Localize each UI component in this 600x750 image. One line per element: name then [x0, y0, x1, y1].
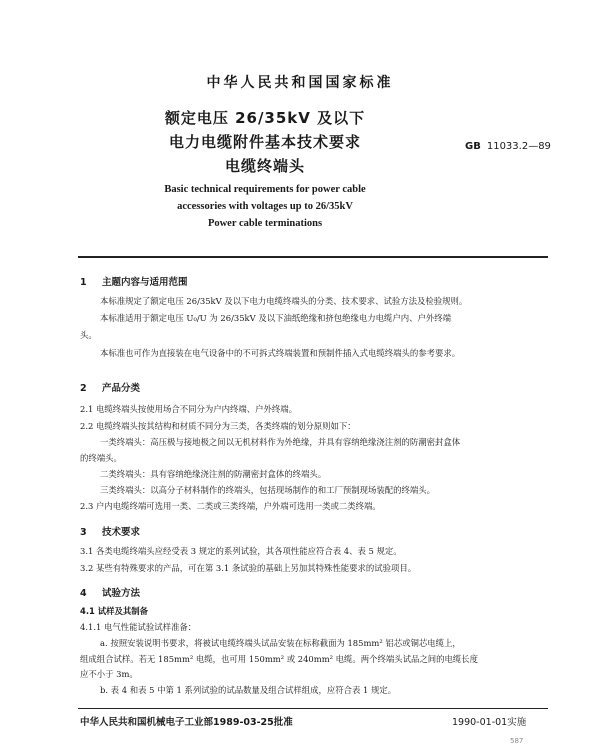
title-en-line-3: Power cable terminations	[207, 218, 323, 229]
title-en-line-2: accessories with voltages up to 26/35kV	[177, 201, 353, 212]
clause-2-2-type-2: 二类终端头：具有容纳绝缘浇注剂的防潮密封盒体的终端头。	[100, 469, 327, 479]
title-cn-line-1: 额定电压 26/35kV 及以下	[164, 109, 366, 127]
footer-rule	[78, 708, 548, 709]
standard-code-number: 11033.2—89	[486, 141, 551, 152]
section-title: 主题内容与适用范围	[102, 277, 188, 288]
clause-4-1-1-a-cont-1: 组成组合试样。若无 185mm² 电缆，也可用 150mm² 或 240mm² 电缆。两个终端头试品之间的电缆长度	[80, 654, 479, 664]
section-2-heading	[80, 380, 140, 394]
section-1-para-2-cont: 头。	[80, 330, 97, 340]
effective-date: 1990-01-01实施	[452, 717, 527, 728]
section-number: 1	[80, 277, 87, 288]
clause-2-2-type-3: 三类终端头：以高分子材料制作的终端头，包括现场制作的和工厂预制现场装配的终端头。	[100, 485, 435, 495]
header-rule	[78, 256, 548, 258]
standard-name: 中华人民共和国国家标准	[206, 75, 394, 91]
section-title: 试验方法	[102, 588, 141, 599]
clause-4-1-1-a: a. 按照安装说明书要求，将被试电缆终端头试品安装在标称截面为 185mm² 铝芯或铜芯电缆上，	[100, 638, 461, 648]
standard-code	[465, 141, 551, 152]
section-number: 3	[80, 527, 87, 538]
title-cn-line-3: 电缆终端头	[224, 157, 305, 175]
section-1-para-1: 本标准规定了额定电压 26/35kV 及以下电力电缆终端头的分类、技术要求、试验方法及检验规则。	[100, 296, 468, 306]
clause-4-1-1: 4.1.1 电气性能试验试样准备：	[80, 622, 197, 632]
clause-4-1-1-a-cont-2: 应不小于 3m。	[80, 669, 138, 679]
standard-code-prefix: GB	[465, 141, 481, 152]
page-number: 587	[510, 737, 524, 745]
title-en-line-1: Basic technical requirements for power cable	[164, 184, 366, 195]
title-cn-line-2: 电力电缆附件基本技术要求	[168, 133, 361, 151]
clause-2-1: 2.1 电缆终端头按使用场合不同分为户内终端、户外终端。	[80, 404, 297, 414]
section-1-heading	[80, 274, 188, 288]
section-title: 技术要求	[102, 527, 141, 538]
section-3-heading	[80, 524, 140, 538]
clause-3-2: 3.2 某些有特殊要求的产品，可在第 3.1 条试验的基础上另加其特殊性能要求的试验项目。	[80, 563, 417, 573]
clause-2-2-type-1: 一类终端头：高压极与接地极之间以无机材料作为外绝缘，并具有容纳绝缘浇注剂的防潮密封盒体	[100, 437, 461, 447]
clause-4-1: 4.1 试样及其制备	[80, 606, 149, 616]
clause-4-1-1-b: b. 表 4 和表 5 中第 1 系列试验的试品数量及组合试样组成，应符合表 1 规定。	[100, 685, 397, 695]
section-number: 2	[80, 383, 87, 394]
section-number: 4	[80, 588, 87, 599]
clause-2-2: 2.2 电缆终端头按其结构和材质不同分为三类，各类终端的划分原则如下：	[80, 421, 356, 431]
clause-2-3: 2.3 户内电缆终端可选用一类、二类或三类终端，户外端可选用一类或二类终端。	[80, 501, 381, 511]
section-1-para-2: 本标准适用于额定电压 U₀/U 为 26/35kV 及以下油纸绝缘和挤包绝缘电力电缆户内、户外终端	[100, 313, 451, 323]
clause-3-1: 3.1 各类电缆终端头应经受表 3 规定的系列试验，其各项性能应符合表 4、表 5 规定。	[80, 546, 402, 556]
clause-2-2-type-1-cont: 的终端头。	[80, 453, 122, 463]
approval-note: 中华人民共和国机械电子工业部1989-03-25批准	[80, 717, 293, 728]
section-4-heading	[80, 585, 140, 599]
section-title: 产品分类	[102, 383, 141, 394]
section-1-para-3: 本标准也可作为直接装在电气设备中的不可拆式终端装置和预制件插入式电缆终端头的参考要求。	[100, 348, 461, 358]
